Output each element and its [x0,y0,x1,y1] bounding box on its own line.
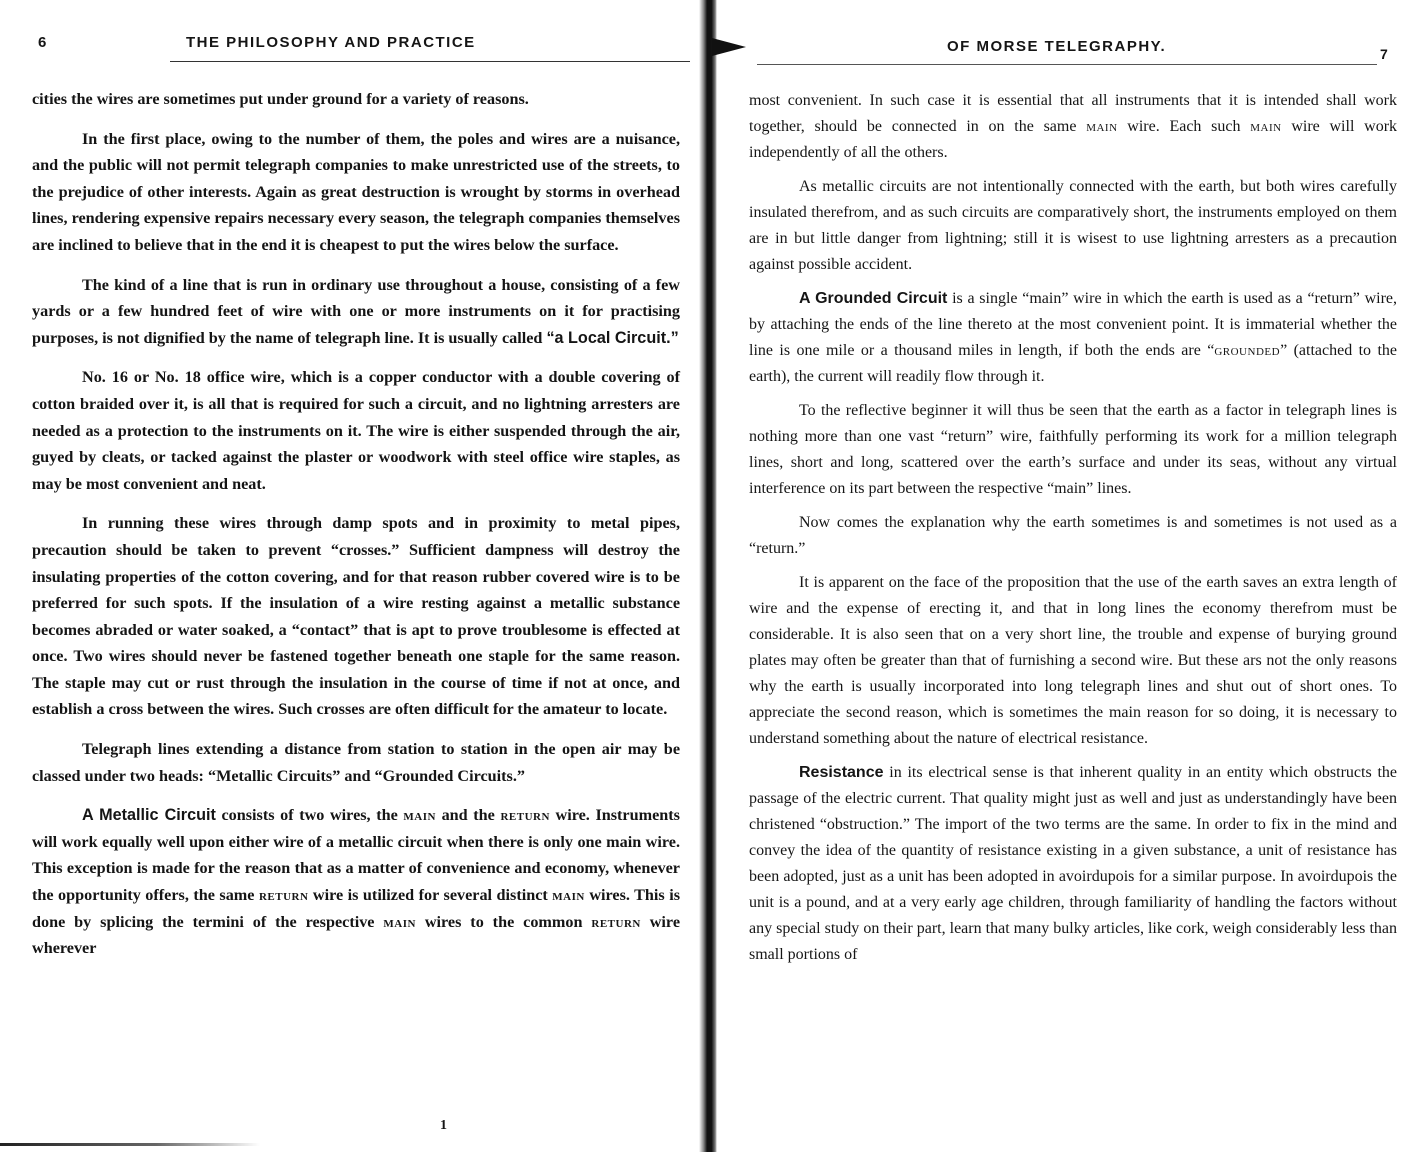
page-number: 7 [1380,46,1388,62]
header-rule [757,64,1377,65]
paragraph: A Metallic Circuit consists of two wires, the main and the return wire. Instruments will work equally well upon either wire of a metallic circuit when there is only one main wire. This exception is made for the reason that as a matter of convenience and economy, whenever the opportunity offers, the same return wire is utilized for several distinct main wires. This is done by splicing the termini of the respective main wires to the common return wire wherever [32,806,680,958]
right-page [717,0,1425,1152]
paragraph: Now comes the explanation why the earth sometimes is and sometimes is not used as a “return.” [749,514,1397,557]
defined-term: A Grounded Circuit [799,290,948,307]
defined-term: Resistance [799,764,884,781]
defined-term: “a Local Circuit.” [546,328,679,347]
paragraph: cities the wires are sometimes put under ground for a variety of reasons. [32,90,529,108]
page-number: 6 [38,34,47,51]
paragraph: A Grounded Circuit is a single “main” wire in which the earth is used as a “return” wire, by attaching the ends of the line thereto at the most convenient point. It is immaterial whether the line is one mile or a thousand miles in length, if both the ends are “grounded” (attached to the earth), the current will readily flow through it. [749,290,1398,385]
running-head: OF MORSE TELEGRAPHY. [947,38,1167,55]
paragraph: The kind of a line that is run in ordinary use throughout a house, consisting of a few yards or a few hundred feet of wire with one or more instruments on it for practising purposes, is not dignified by the name of telegraph line. It is usually called “a Local Circuit.” [32,275,680,347]
paragraph: Resistance in its electrical sense is that inherent quality in an entity which obstructs the passage of the electric current. That quality might just as well and just as understandingly have been christened “obstruction.” The import of the two terms are the same. In order to fix in the mind and convey the idea of the quantity of resistance existing in a given substance, a unit of resistance has been adopted, just as a unit has been adopted in avoirdupois for a similar purpose. In avoirdupois the unit is a pound, and at a very early age children, through familiarity of handling the factors without any special study on their part, learn that many bulky articles, like cork, weigh considerably less than small portions of [749,764,1397,963]
paragraph: No. 16 or No. 18 office wire, which is a copper conductor with a double covering of cotton braided over it, is all that is required for such a circuit, and no lightning arresters are needed as a protection to the instruments on it. The wire is either suspended through the air, guyed by cleats, or tacked against the plaster or woodwork with steel office wire staples, as may be most convenient and neat. [32,368,680,493]
defined-term: A Metallic Circuit [82,806,216,825]
footer-mark: 1 [440,1118,447,1133]
left-page [0,0,699,1152]
paragraph: In running these wires through damp spots and in proximity to metal pipes, precaution should be taken to prevent “crosses.” Sufficient dampness will destroy the insulating properties of the cotton covering, and for that reason rubber covered wire is to be preferred for such spots. If the insulation of a wire resting against a metallic substance becomes abraded or water soaked, a “contact” that is apt to prove troublesome is effected at once. Two wires should never be fastened together beneath one staple for the same reason. The staple may cut or rust through the insulation in the course of time if not at once, and establish a cross between the wires. Such crosses are often difficult for the amateur to locate. [32,514,680,719]
running-head: THE PHILOSOPHY AND PRACTICE [186,34,476,51]
scan-smudge [0,1143,260,1146]
paragraph: It is apparent on the face of the proposition that the use of the earth saves an extra length of wire and the expense of erecting it, and that in long lines the economy therefrom must be considerable. It is also seen that on a very short line, the trouble and expense of burying ground plates may often be greater than that of furnishing a second wire. But these ars not the only reasons why the earth is usually incorporated into long telegraph lines and shut out of short ones. To appreciate the second reason, which is sometimes the main reason for so doing, it is necessary to understand something about the nature of electrical resistance. [749,574,1397,747]
body-text [32,86,680,975]
paragraph: In the first place, owing to the number of them, the poles and wires are a nuisance, and the public will not permit telegraph companies to make unrestricted use of the streets, to the prejudice of other interests. Again as great destruction is wrought by storms in overhead lines, rendering expensive repairs necessary every season, the telegraph companies themselves are inclined to believe that in the end it is cheapest to put the wires below the surface. [32,129,680,254]
body-text [749,88,1397,976]
book-spine [699,0,717,1152]
paragraph: As metallic circuits are not intentionally connected with the earth, but both wires carefully insulated therefrom, and as such circuits are comparatively short, the instruments employed on them are in but little danger from lightning; still it is wisest to use lightning arresters as a precaution against possible accident. [749,178,1397,273]
paragraph: Telegraph lines extending a distance from station to station in the open air may be classed under two heads: “Metallic Circuits” and “Grounded Circuits.” [32,740,680,785]
header-rule [170,61,690,62]
paragraph: To the reflective beginner it will thus be seen that the earth as a factor in telegraph lines is nothing more than one vast “return” wire, faithfully performing its work for a million telegraph lines, short and long, scattered over the earth’s surface and under its seas, without any virtual interference on its part between the respective “main” lines. [749,402,1397,497]
paragraph: most convenient. In such case it is essential that all instruments that it is intended shall work together, should be connected in on the same main wire. Each such main wire will work independently of all the others. [749,92,1398,161]
